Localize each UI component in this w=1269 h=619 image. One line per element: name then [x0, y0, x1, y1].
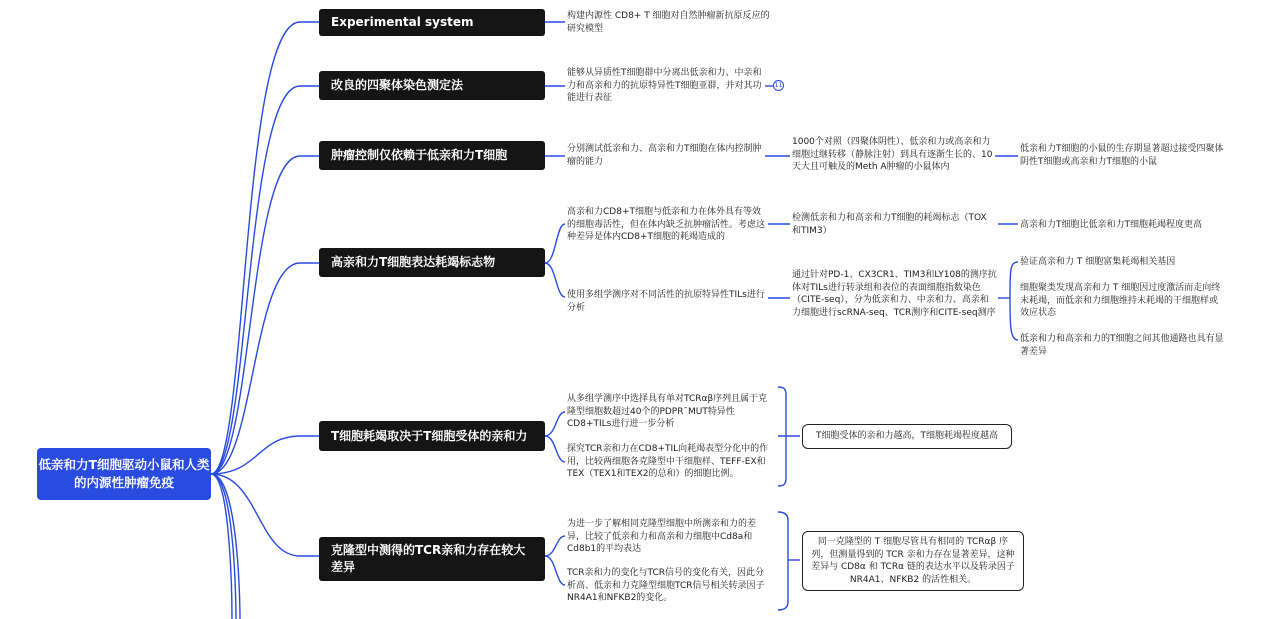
detail-clustering: 细胞聚类发现高亲和力 T 细胞因过度激活而走向终末耗竭，而低亲和力细胞维持未耗竭的干细胞样或效应状态 [1020, 283, 1221, 318]
detail-multiomics: 使用多组学测序对不同活性的抗原特异性TILs进行分析 [567, 290, 765, 313]
detail-exhaustion-hypothesis: 高亲和力CD8+T细胞与低亲和力在体外具有等效的细胞毒活性，但在体内缺乏抗肿瘤活性。考虑这种差异是体内CD8+T细胞的耗竭造成的 [567, 207, 766, 242]
topic-label: 肿瘤控制仅依赖于低亲和力T细胞 [331, 148, 508, 162]
conclusion-tcr-affinity[interactable]: T细胞受体的亲和力越高，T细胞耗竭程度越高 [802, 424, 1012, 449]
detail-differentiation: 探究TCR亲和力在CD8+TIL向耗竭表型分化中的作用，比较两细胞各克隆型中干细胞样、TEFF-EX和TEX（TEX1和TEX2的总和）的细胞比例。 [567, 444, 769, 479]
topic-experimental-system[interactable] [319, 9, 545, 36]
topic-tcr-affinity-exhaustion[interactable] [319, 421, 545, 451]
topic-label: 高亲和力T细胞表达耗竭标志物 [331, 255, 496, 269]
detail-other-pathways: 低亲和力和高亲和力的T细胞之间其他通路也具有显著差异 [1020, 334, 1224, 357]
detail-experimental-system: 构建内源性 CD8+ T 细胞对自然肿瘤新抗原反应的研究模型 [567, 11, 770, 34]
detail-control-test: 分别测试低亲和力、高亲和力T细胞在体内控制肿瘤的能力 [567, 144, 762, 167]
detail-cite-seq: 通过针对PD-1、CX3CR1、TIM3和LY108的测序抗体对TILs进行转录组和表位的表面细胞指数染色（CITE-seq），分为低亲和力、中亲和力、高亲和力细胞进行scRNA-seq、TCR测序和CITE-seq测序 [792, 270, 997, 318]
topic-clonotype-affinity[interactable] [319, 537, 545, 581]
topic-label: Experimental system [331, 15, 474, 29]
detail-exhaustion-genes: 验证高亲和力 T 细胞富集耗竭相关基因 [1020, 257, 1176, 267]
topic-label: T细胞耗竭取决于T细胞受体的亲和力 [331, 428, 528, 443]
topic-tetramer-assay[interactable] [319, 71, 545, 100]
root-label: 低亲和力T细胞驱动小鼠和人类的内源性肿瘤免疫 [38, 457, 210, 490]
detail-control-result: 低亲和力T细胞的小鼠的生存期显著超过接受四聚体阴性T细胞或高亲和力T细胞的小鼠 [1020, 144, 1224, 167]
detail-control-transfer: 1000个对照（四聚体阴性）、低亲和力或高亲和力细胞过继转移（静脉注射）到具有逐渐生长的、10天大且可触及的Meth A肿瘤的小鼠体内 [792, 137, 993, 172]
detail-cd8-expression: 为进一步了解相同克隆型细胞中所测亲和力的差异，比较了低亲和力和高亲和力细胞中Cd8a和Cd8b1的平均表达 [567, 519, 757, 554]
conclusion-clonotype[interactable]: 同一克隆型的 T 细胞尽管具有相同的 TCRαβ 序列，但测量得到的 TCR 亲和力存在显著差异，这种差异与 CD8α 和 TCRα 链的表达水平以及转录因子 NR4A1、NFKB2 的活性相关。 [802, 531, 1024, 591]
root-node[interactable] [37, 448, 211, 500]
note-count-badge[interactable]: 11 [774, 81, 783, 89]
detail-tcr-signaling: TCR亲和力的变化与TCR信号的变化有关，因此分析高、低亲和力克隆型细胞TCR信号相关转录因子NR4A1和NFKB2的变化。 [567, 568, 765, 603]
detail-clonotype-selection: 从多组学测序中选择具有单对TCRαβ序列且属于克隆型细胞数超过40个的PDPR¯MUT特异性CD8+TILs进行进一步分析 [567, 394, 768, 429]
topic-exhaustion-markers[interactable] [319, 248, 545, 277]
topic-label: 克隆型中测得的TCR亲和力存在较大差异 [331, 543, 526, 574]
detail-tetramer-assay: 能够从异质性T细胞群中分离出低亲和力、中亲和力和高亲和力的抗原特异性T细胞亚群，并对其功能进行表征 [567, 68, 762, 103]
detail-exhaustion-result: 高亲和力T细胞比低亲和力T细胞耗竭程度更高 [1020, 220, 1202, 230]
topic-tumor-control[interactable] [319, 141, 545, 170]
topic-label: 改良的四聚体染色测定法 [331, 78, 464, 92]
detail-exhaustion-markers: 检测低亲和力和高亲和力T细胞的耗竭标志（TOX和TIM3） [792, 213, 987, 236]
